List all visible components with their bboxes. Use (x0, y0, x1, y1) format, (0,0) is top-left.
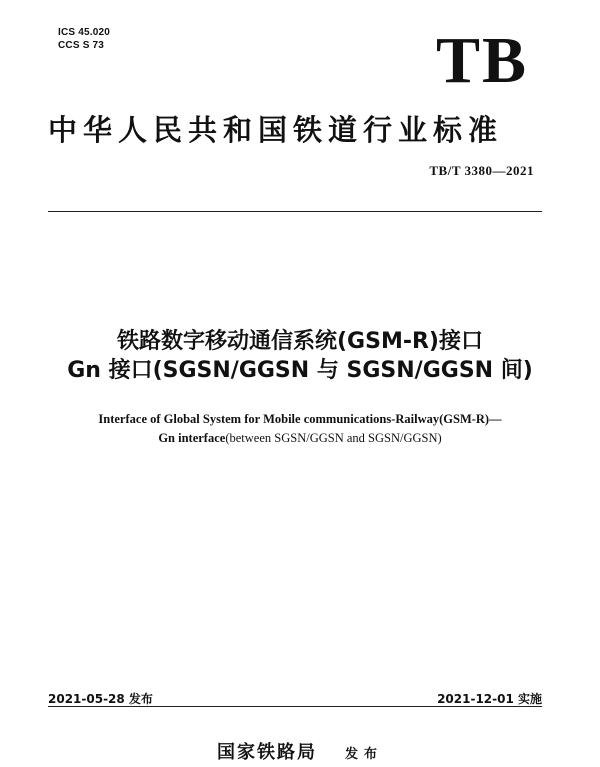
classification-codes (58, 26, 110, 52)
top-divider (48, 211, 542, 212)
publisher (0, 738, 600, 764)
issue-date: 2021-05-28 发布 (48, 692, 153, 706)
title-en-line2-bold: Gn interface (158, 431, 226, 445)
publisher-action: 发布 (344, 747, 383, 762)
bottom-divider (48, 706, 542, 707)
title-en-line2 (0, 430, 600, 446)
title-en-line1: Interface of Global System for Mobile communications-Railway(GSM-R)— (98, 412, 502, 426)
standard-number: TB/T 3380—2021 (429, 163, 534, 178)
title-zh-line2: Gn 接口(SGSN/GGSN 与 SGSN/GGSN 间) (67, 358, 533, 383)
title-zh-line1: 铁路数字移动通信系统(GSM-R)接口 (117, 329, 483, 354)
implementation-date: 2021-12-01 实施 (437, 692, 542, 706)
standard-category: 中华人民共和国铁道行业标准 (48, 113, 504, 147)
ccs-code: CCS S 73 (58, 40, 105, 51)
ics-code: ICS 45.020 (58, 27, 111, 38)
publisher-organization: 国家铁路局 (216, 742, 317, 763)
title-en-line2-rest: (between SGSN/GGSN and SGSN/GGSN) (225, 431, 442, 445)
tb-logo: TB (435, 24, 528, 97)
